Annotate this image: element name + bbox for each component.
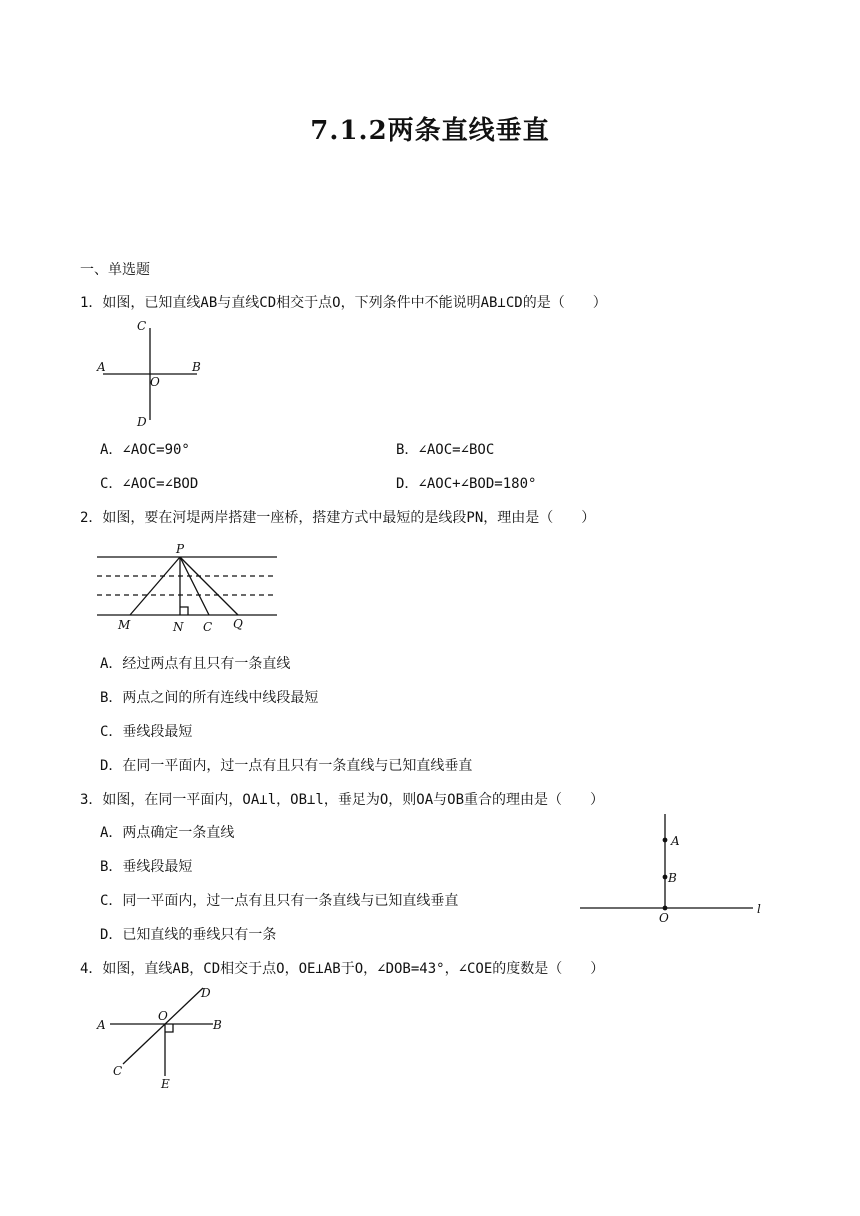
question-1-option-b[interactable]: B．∠AOC=∠BOC	[396, 442, 495, 458]
label-a: A	[671, 834, 680, 848]
label-p: P	[176, 542, 185, 556]
label-l: l	[757, 902, 761, 916]
question-2-option-c[interactable]: C．垂线段最短	[100, 724, 193, 740]
line-cd	[123, 988, 203, 1064]
label-c: C	[113, 1064, 123, 1078]
question-2-option-a[interactable]: A．经过两点有且只有一条直线	[100, 656, 291, 672]
question-2-figure	[95, 540, 285, 635]
label-d: D	[137, 415, 147, 429]
question-1-option-d[interactable]: D．∠AOC+∠BOD=180°	[396, 476, 537, 492]
question-1-option-a[interactable]: A．∠AOC=90°	[100, 442, 190, 458]
label-o: O	[659, 911, 669, 925]
section-heading: 一、单选题	[80, 262, 150, 278]
question-2-option-d[interactable]: D．在同一平面内，过一点有且只有一条直线与已知直线垂直	[100, 758, 473, 774]
segment-pq	[180, 557, 238, 615]
right-angle-mark	[180, 607, 188, 615]
question-1-stem: 1．如图，已知直线AB与直线CD相交于点O，下列条件中不能说明AB⊥CD的是（ ）	[80, 295, 607, 311]
question-3-option-c[interactable]: C．同一平面内，过一点有且只有一条直线与已知直线垂直	[100, 893, 459, 909]
label-q: Q	[233, 617, 243, 631]
question-3-option-b[interactable]: B．垂线段最短	[100, 859, 193, 875]
label-e: E	[161, 1077, 170, 1091]
question-3-stem: 3．如图，在同一平面内，OA⊥l，OB⊥l，垂足为O，则OA与OB重合的理由是（ ）	[80, 792, 605, 808]
question-3-option-d[interactable]: D．已知直线的垂线只有一条	[100, 927, 277, 943]
label-n: N	[173, 620, 184, 634]
label-d: D	[201, 986, 211, 1000]
label-o: O	[158, 1009, 168, 1023]
document-title: 7.1.2两条直线垂直	[310, 116, 550, 146]
label-c: C	[137, 319, 147, 333]
question-2-stem: 2．如图，要在河堤两岸搭建一座桥，搭建方式中最短的是线段PN，理由是（ ）	[80, 510, 596, 526]
label-b: B	[668, 871, 677, 885]
question-1-figure	[95, 318, 215, 430]
label-a: A	[97, 360, 106, 374]
point-o	[663, 906, 668, 911]
question-2-option-b[interactable]: B．两点之间的所有连线中线段最短	[100, 690, 319, 706]
label-c: C	[203, 620, 213, 634]
point-b	[663, 875, 668, 880]
label-b: B	[213, 1018, 222, 1032]
question-1-option-c[interactable]: C．∠AOC=∠BOD	[100, 476, 199, 492]
label-m: M	[118, 618, 131, 632]
label-b: B	[192, 360, 201, 374]
label-a: A	[97, 1018, 106, 1032]
point-a	[663, 838, 668, 843]
question-3-option-a[interactable]: A．两点确定一条直线	[100, 825, 235, 841]
right-angle-mark	[165, 1024, 173, 1032]
segment-pc	[180, 557, 209, 615]
question-4-stem: 4．如图，直线AB，CD相交于点O，OE⊥AB于O，∠DOB=43°，∠COE的度数是（ ）	[80, 961, 605, 977]
label-o: O	[150, 375, 160, 389]
question-3-figure	[575, 808, 770, 926]
segment-pm	[130, 557, 180, 615]
question-4-figure	[95, 984, 235, 1096]
